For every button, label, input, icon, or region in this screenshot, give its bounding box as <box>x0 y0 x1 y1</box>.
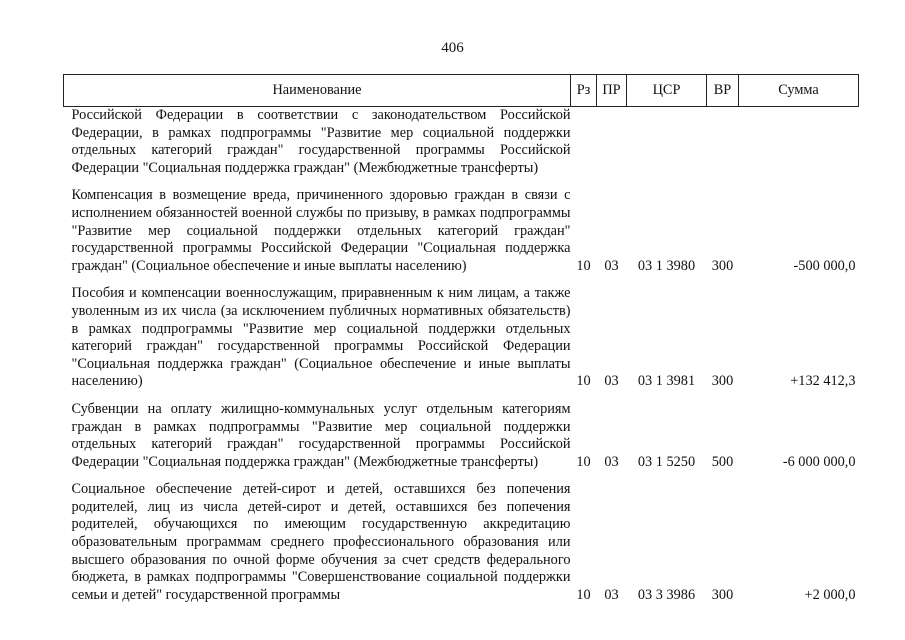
header-sum: Сумма <box>739 75 859 107</box>
row-name-text: Субвенции на оплату жилищно-коммунальных услуг отдельным категориям граждан в рамках подпрограммы "Развитие мер социальной поддержки отдельных категорий граждан" государственной программы Российской Федерации "Социальная поддержка граждан" (Межбюджетные трансферты) <box>71 400 571 470</box>
table-row <box>64 391 859 471</box>
row-sum <box>739 107 859 178</box>
table-row <box>64 471 859 604</box>
row-csr: 03 1 3981 <box>637 373 696 390</box>
header-pr: ПР <box>597 75 627 107</box>
row-name-text: Компенсация в возмещение вреда, причиненного здоровью граждан в связи с исполнением обязанностей военной службы по призыву, в рамках подпрограммы "Развитие мер социальной поддержки отдельных категорий граждан" государственной программы Российской Федерации "Социальная поддержка граждан" (Социальное обеспечение и иные выплаты населению) <box>71 187 571 274</box>
row-vr <box>707 107 739 178</box>
header-name: Наименование <box>64 75 571 107</box>
row-name <box>64 471 571 604</box>
row-vr: 300 <box>711 373 734 390</box>
row-name <box>64 107 571 178</box>
row-vr: 300 <box>711 257 734 274</box>
row-pr: 03 <box>604 373 619 390</box>
row-rz: 10 <box>576 453 591 470</box>
header-csr: ЦСР <box>627 75 707 107</box>
row-name <box>64 177 571 275</box>
budget-table <box>63 74 859 604</box>
row-csr: 03 3 3986 <box>637 586 696 603</box>
row-rz: 10 <box>576 257 591 274</box>
page-number: 406 <box>441 40 464 56</box>
row-csr: 03 1 3980 <box>637 257 696 274</box>
row-name-text: Пособия и компенсации военнослужащим, приравненным к ним лицам, а также уволенным из их числа (за исключением публичных нормативных обязательств) в рамках подпрограммы "Развитие мер социальной поддержки отдельных категорий граждан" государственной программы Российской Федерации "Социальная поддержка граждан" (Социальное обеспечение и иные выплаты населению) <box>71 285 571 390</box>
row-rz: 10 <box>576 586 591 603</box>
header-rz: Рз <box>571 75 597 107</box>
row-name <box>64 275 571 391</box>
row-pr <box>597 107 627 178</box>
row-pr: 03 <box>604 453 619 470</box>
row-sum: -6 000 000,0 <box>782 453 856 470</box>
table-row <box>64 107 859 178</box>
row-rz <box>571 107 597 178</box>
row-name-text: Российской Федерации в соответствии с законодательством Российской Федерации, в рамках подпрограммы "Развитие мер социальной поддержки отдельных категорий граждан" государственной программы Российской Федерации "Социальная поддержка граждан" (Межбюджетные трансферты) <box>71 107 571 176</box>
header-row <box>64 75 859 107</box>
table-body <box>64 107 859 605</box>
table-row <box>64 275 859 391</box>
row-sum: -500 000,0 <box>793 257 856 274</box>
row-name-text: Социальное обеспечение детей-сирот и детей, оставшихся без попечения родителей, лиц из числа детей-сирот и детей, оставшихся без попечения родителей, обучающихся по имеющим государственную аккредитацию образовательным программам среднего профессионального образования или высшего образования по очной форме обучения за счет средств федерального бюджета, в рамках подпрограммы "Совершенствование социальной поддержки семьи и детей" государственной программы <box>71 481 571 603</box>
row-csr: 03 1 5250 <box>637 453 696 470</box>
row-rz: 10 <box>576 373 591 390</box>
row-name <box>64 391 571 471</box>
row-vr: 300 <box>711 586 734 603</box>
table-row <box>64 177 859 275</box>
row-sum: +132 412,3 <box>790 373 856 390</box>
row-pr: 03 <box>604 257 619 274</box>
row-csr <box>627 107 707 178</box>
table-header <box>64 75 859 107</box>
row-pr: 03 <box>604 586 619 603</box>
row-sum: +2 000,0 <box>804 586 856 603</box>
row-vr: 500 <box>711 453 734 470</box>
header-vr: ВР <box>707 75 739 107</box>
